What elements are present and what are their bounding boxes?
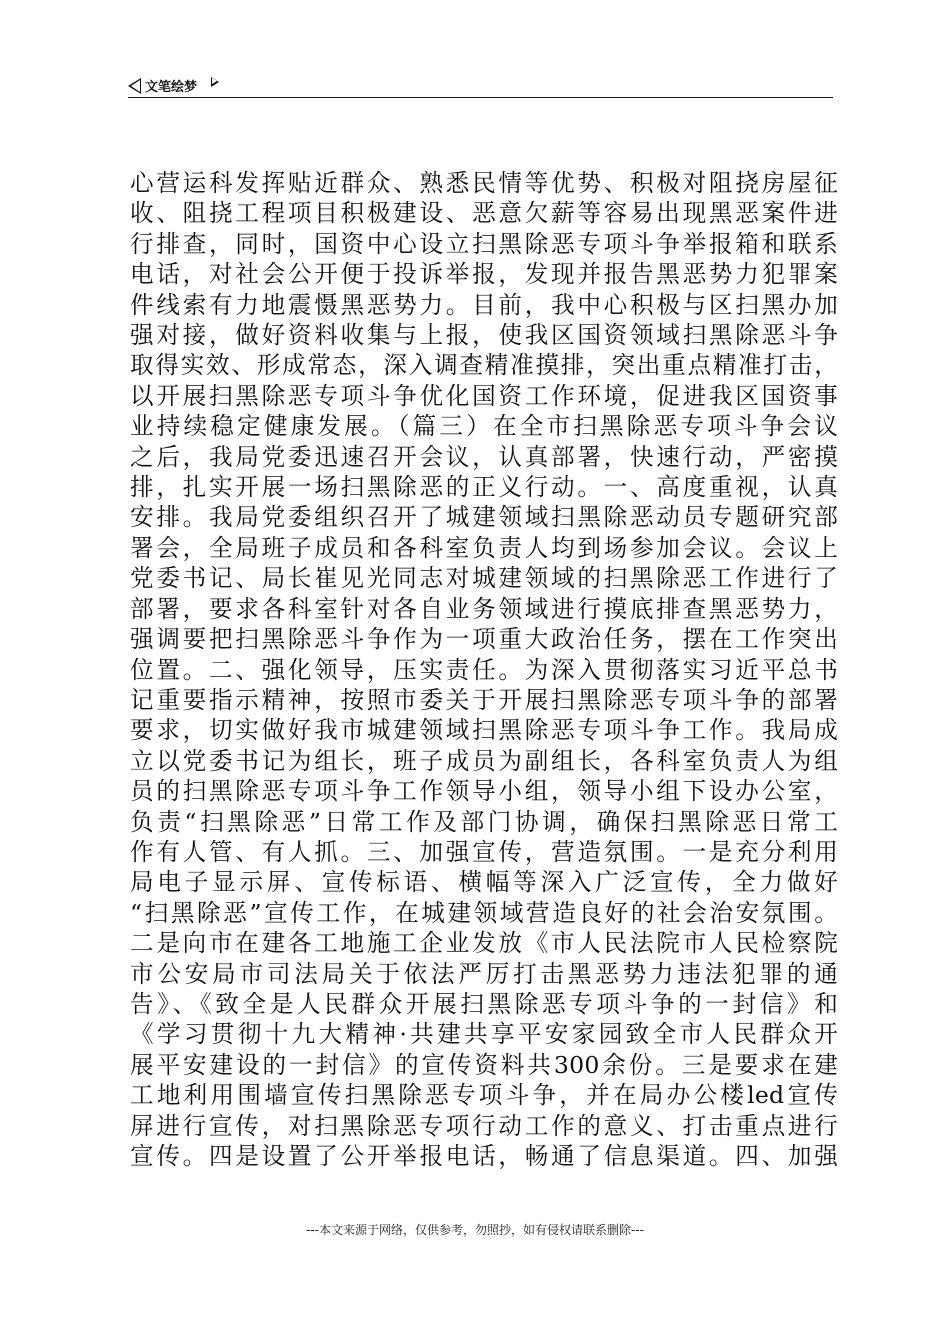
text-line: 之后，我局党委迅速召开会议，认真部署，快速行动，严密摸 (130, 442, 838, 471)
text-line: 强对接，做好资料收集与上报，使我区国资领域扫黑除恶斗争 (130, 321, 838, 350)
text-line: 收、阻挠工程项目积极建设、恶意欠薪等容易出现黑恶案件进 (130, 199, 838, 228)
text-line: 《学习贯彻十九大精神·共建共享平安家园致全市人民群众开 (130, 1020, 838, 1049)
text-line: 市公安局市司法局关于依法严厉打击黑恶势力违法犯罪的通 (130, 959, 838, 988)
header-brand (128, 76, 219, 95)
text-line: 负责“扫黑除恶”日常工作及部门协调，确保扫黑除恶日常工 (130, 807, 838, 836)
text-line: 署会，全局班子成员和各科室负责人均到场参加会议。会议上 (130, 533, 838, 562)
text-line: 屏进行宣传，对扫黑除恶专项行动工作的意义、打击重点进行 (130, 1111, 838, 1140)
text-line: 党委书记、局长崔见光同志对城建领域的扫黑除恶工作进行了 (130, 564, 838, 593)
text-line: 强调要把扫黑除恶斗争作为一项重大政治任务，摆在工作突出 (130, 625, 838, 654)
text-line: 安排。我局党委组织召开了城建领域扫黑除恶动员专题研究部 (130, 503, 838, 532)
text-line: 告》、《致全是人民群众开展扫黑除恶专项斗争的一封信》和 (130, 989, 838, 1018)
text-line: 作有人管、有人抓。三、加强宣传，营造氛围。一是充分利用 (130, 837, 838, 866)
text-line: 业持续稳定健康发展。（篇三）在全市扫黑除恶专项斗争会议 (130, 412, 838, 441)
text-line: 员的扫黑除恶专项斗争工作领导小组，领导小组下设办公室， (130, 777, 838, 806)
right-triangle-icon (211, 77, 219, 87)
text-line: 行排查，同时，国资中心设立扫黑除恶专项斗争举报箱和联系 (130, 229, 838, 258)
text-line: 取得实效、形成常态，深入调查精准摸排，突出重点精准打击， (130, 351, 838, 380)
text-line: 工地利用围墙宣传扫黑除恶专项斗争，并在局办公楼led宣传 (130, 1081, 838, 1110)
body-text (130, 168, 838, 1171)
text-line: 以开展扫黑除恶专项斗争优化国资工作环境，促进我区国资事 (130, 381, 838, 410)
text-line: 局电子显示屏、宣传标语、横幅等深入广泛宣传，全力做好 (130, 868, 838, 897)
header-divider (128, 97, 833, 98)
text-line: 心营运科发挥贴近群众、熟悉民情等优势、积极对阻挠房屋征 (130, 169, 838, 197)
text-line: 部署，要求各科室针对各自业务领域进行摸底排查黑恶势力， (130, 594, 838, 623)
text-line: 展平安建设的一封信》的宣传资料共300余份。三是要求在建 (130, 1050, 838, 1079)
text-line: 电话，对社会公开便于投诉举报，发现并报告黑恶势力犯罪案 (130, 260, 838, 289)
text-line: 件线索有力地震慑黑恶势力。目前，我中心积极与区扫黑办加 (130, 290, 838, 319)
brand-name: 文笔绘梦 (145, 80, 198, 95)
text-line: 位置。二、强化领导，压实责任。为深入贯彻落实习近平总书 (130, 655, 838, 684)
text-line: 要求，切实做好我市城建领域扫黑除恶专项斗争工作。我局成 (130, 716, 838, 745)
text-line: 记重要指示精神，按照市委关于开展扫黑除恶专项斗争的部署 (130, 685, 838, 714)
text-line: 二是向市在建各工地施工企业发放《市人民法院市人民检察院 (130, 929, 838, 958)
text-line: 宣传。四是设置了公开举报电话，畅通了信息渠道。四、加强 (130, 1142, 838, 1170)
text-line: 排，扎实开展一场扫黑除恶的正义行动。一、高度重视，认真 (130, 473, 838, 502)
text-line: “扫黑除恶”宣传工作，在城建领域营造良好的社会治安氛围。 (130, 898, 838, 927)
disclaimer-footer: ---本文来源于网络，仅供参考，勿照抄，如有侵权请联系删除--- (306, 1223, 644, 1237)
text-line: 立以党委书记为组长，班子成员为副组长，各科室负责人为组 (130, 746, 838, 775)
left-triangle-icon (128, 78, 141, 94)
